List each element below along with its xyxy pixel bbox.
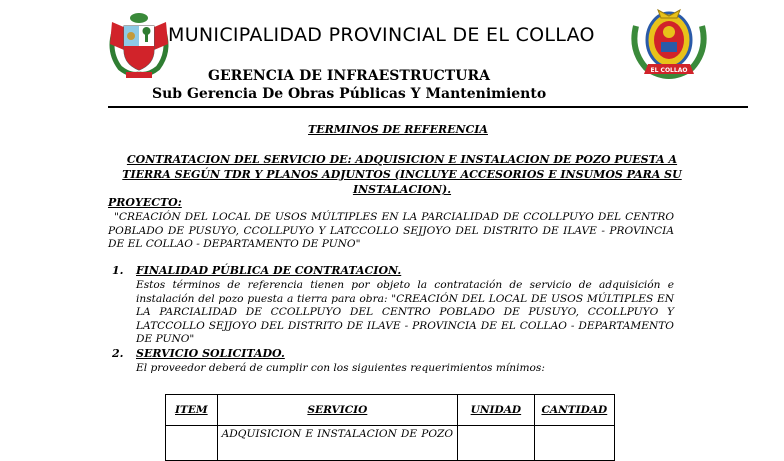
header-cantidad: CANTIDAD bbox=[534, 395, 614, 426]
section-1-heading bbox=[112, 264, 401, 277]
section-2-label: SERVICIO SOLICITADO. bbox=[136, 347, 285, 360]
document-heading: TERMINOS DE REFERENCIA bbox=[308, 123, 488, 136]
table-header-row bbox=[166, 395, 615, 426]
table-row bbox=[166, 426, 615, 461]
header-servicio: SERVICIO bbox=[217, 395, 457, 426]
cell-servicio: ADQUISICION E INSTALACION DE POZO bbox=[217, 426, 457, 461]
requirements-table bbox=[165, 394, 615, 461]
proyecto-text: "CREACIÓN DEL LOCAL DE USOS MÚLTIPLES EN LA PARCIALIDAD DE CCOLLPUYO DEL CENTRO POBLADO DE PUSUYO, CCOLLPUYO Y LATCCOLLO SEJJOYO DEL DISTRITO DE ILAVE - PROVINCIA DE EL COLLAO - DEPARTAMENTO DE PUNO" bbox=[108, 211, 674, 251]
peru-coat-of-arms-logo bbox=[104, 10, 174, 82]
cell-cantidad bbox=[534, 426, 614, 461]
gerencia-heading: GERENCIA DE INFRAESTRUCTURA bbox=[208, 68, 490, 84]
header-divider bbox=[108, 106, 748, 108]
section-2-heading bbox=[112, 347, 285, 360]
section-1-text: Estos términos de referencia tienen por objeto la contratación de servicio de adquisición e instalación del pozo puesta a tierra para obra: "CREACIÓN DEL LOCAL DE USOS MÚLTIPLES EN LA PARCIALIDAD DE CCOLLPUYO DEL CENTRO POBLADO DE PUSUYO, CCOLLPUYO Y LATCCOLLO SEJJOYO DEL DISTRITO DE ILAVE - PROVINCIA DE EL COLLAO - DEPARTAMENTO DE PUNO" bbox=[136, 279, 674, 346]
cell-item bbox=[166, 426, 218, 461]
section-2-text: El proveedor deberá de cumplir con los siguientes requerimientos mínimos: bbox=[136, 362, 545, 374]
sub-gerencia-heading: Sub Gerencia De Obras Públicas Y Mantenimiento bbox=[152, 86, 547, 102]
cell-unidad bbox=[458, 426, 535, 461]
section-1-number: 1. bbox=[112, 264, 124, 277]
section-1-label: FINALIDAD PÚBLICA DE CONTRATACION. bbox=[136, 264, 402, 277]
crest-ribbon-text: EL COLLAO bbox=[650, 67, 688, 74]
contratacion-title: CONTRATACION DEL SERVICIO DE: ADQUISICION E INSTALACION DE POZO PUESTA A TIERRA SEGÚN TDR Y PLANOS ADJUNTOS (INCLUYE ACCESORIOS E INSUMOS PARA SU INSTALACION). bbox=[122, 153, 682, 196]
header-item: ITEM bbox=[166, 395, 218, 426]
page-title: MUNICIPALIDAD PROVINCIAL DE EL COLLAO bbox=[168, 24, 595, 46]
section-2-number: 2. bbox=[112, 347, 124, 360]
el-collao-crest-logo bbox=[628, 6, 710, 82]
header-unidad: UNIDAD bbox=[458, 395, 535, 426]
proyecto-label: PROYECTO: bbox=[108, 196, 182, 209]
